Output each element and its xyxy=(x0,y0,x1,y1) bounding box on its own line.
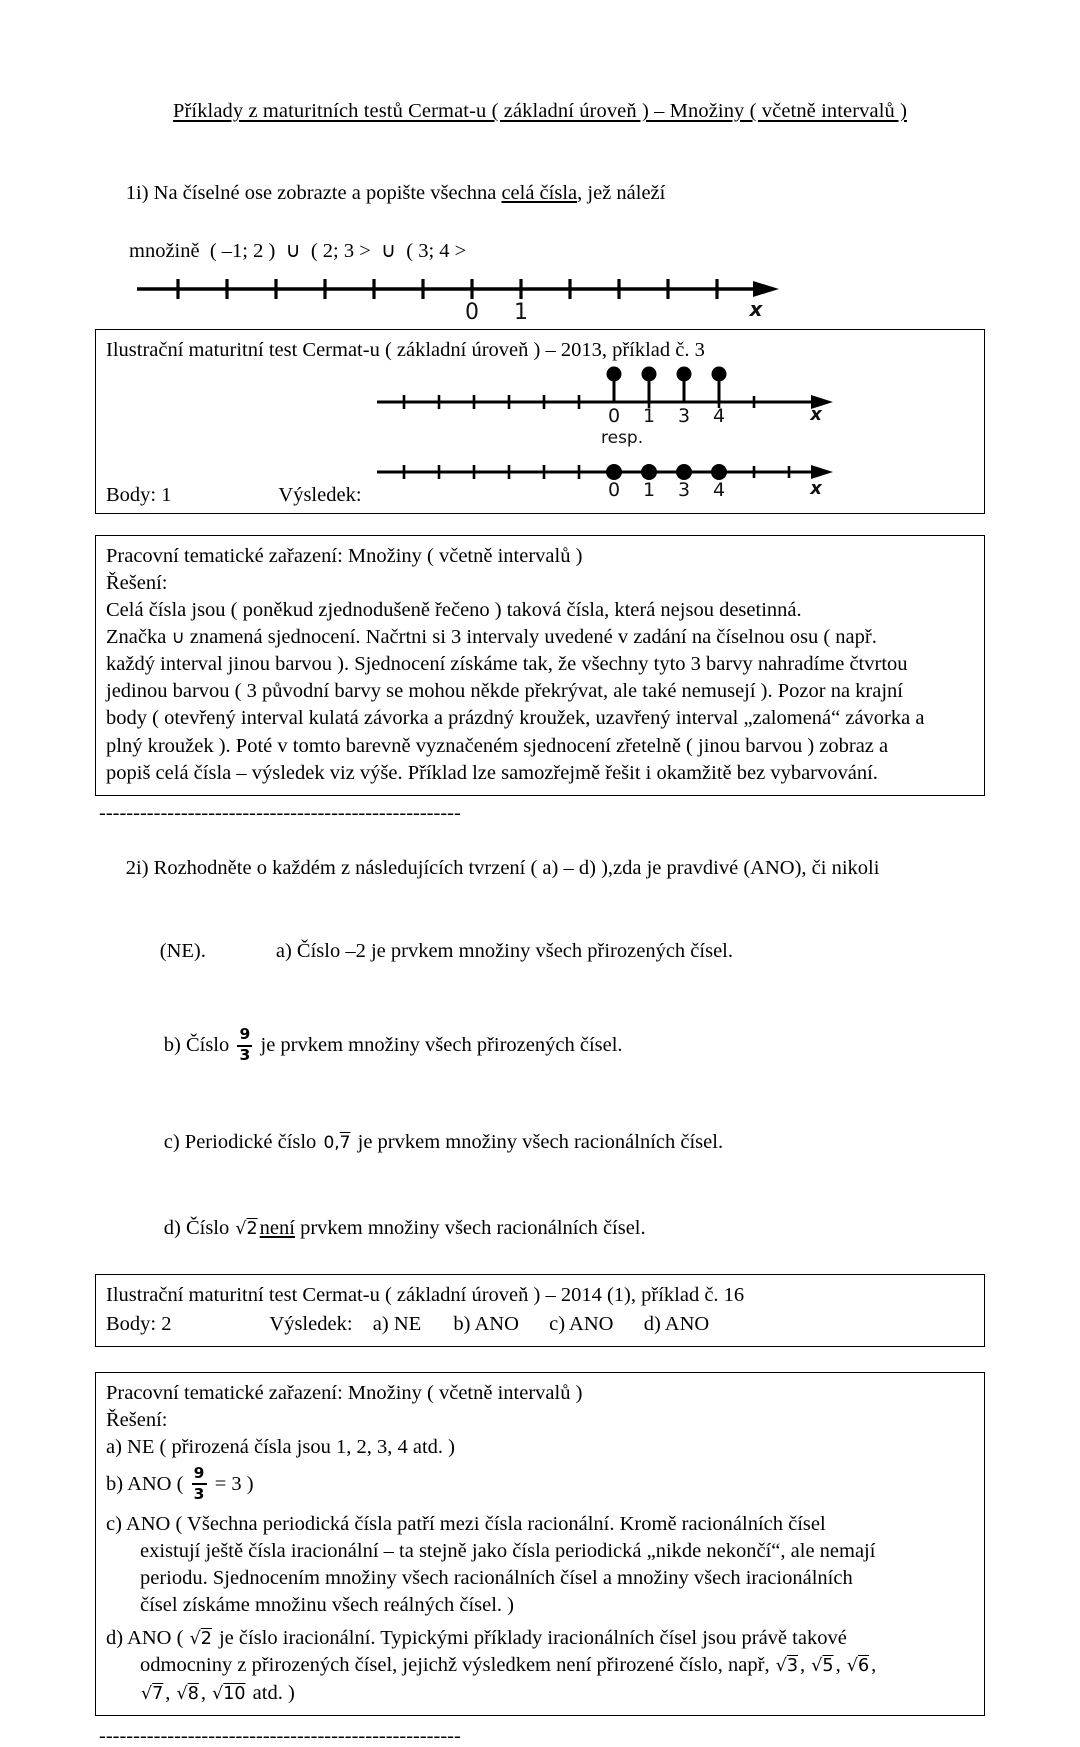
solution-2-item-d-line-3-text: atd. ) xyxy=(247,1681,295,1704)
exercise-2-item-d-pre: d) Číslo xyxy=(163,1217,235,1240)
sqrt-six-icon: √6 xyxy=(846,1655,870,1676)
exercise-2-item-c-pre: c) Periodické číslo xyxy=(163,1131,322,1154)
solution-2-item-c-line-4: čísel získáme množinu všech reálných čísel. ) xyxy=(140,1593,514,1616)
solution-fraction-denominator: 3 xyxy=(193,1484,205,1503)
sqrt-ten-radicand: 10 xyxy=(223,1683,246,1704)
exercise-2-prompt-line-2 xyxy=(95,911,985,992)
sqrt-three-icon: √3 xyxy=(775,1655,799,1676)
answer-axis-stems-svg xyxy=(374,362,844,428)
answer2-axis-tick-1: 1 xyxy=(642,479,656,502)
exercise-2-answer-c: c) ANO xyxy=(549,1312,614,1335)
exercise-2-result-label: Výsledek: xyxy=(269,1312,353,1335)
answer2-axis-tick-4: 4 xyxy=(712,479,726,502)
solution-2-item-b-post: = 3 ) xyxy=(209,1472,254,1495)
solution-1-line-2-part-b: znamená sjednocení. Načrtni si 3 intervaly uvedené v zadání na číselnou osu ( např. xyxy=(184,626,877,649)
solution-2-label: Řešení: xyxy=(106,1408,168,1431)
separator-1: ----------------------------------------------------- xyxy=(99,801,461,824)
solution-2-item-d-line-3: √7, √8, √10 atd. ) xyxy=(141,1681,295,1704)
exercise-2-points: Body: 2 xyxy=(106,1312,172,1335)
solution-1-line-6: plný kroužek ). Poté v tomto barevně vyznačeném sjednocení zřetelně ( jinou barvou ) zobraz a xyxy=(106,734,889,757)
resp-label: resp. xyxy=(601,428,644,449)
solution-sqrt-radicand: 2 xyxy=(200,1628,212,1649)
exercise-1-prompt-underlined: celá čísla xyxy=(501,182,578,205)
answer-axis-label-x: x xyxy=(810,404,822,426)
solution-2-item-b-pre: b) ANO ( xyxy=(106,1472,189,1495)
solution-2-item-a: a) NE ( přirozená čísla jsou 1, 2, 3, 4 atd. ) xyxy=(106,1435,455,1458)
solution-2-item-c-line-2: existují ještě čísla iracionální – ta stejně jako čísla periodická „nikde nekončí“, ale nemají xyxy=(140,1539,876,1562)
page-title xyxy=(0,0,1080,123)
solution-2-item-d-line-1 xyxy=(106,1625,974,1652)
solution-2-item-d-line-2-text: odmocniny z přirozených čísel, jejichž výsledkem není přirozené číslo, např, xyxy=(140,1653,775,1676)
solution-2-item-c-line-1: c) ANO ( Všechna periodická čísla patří mezi čísla racionální. Kromě racionálních čísel xyxy=(106,1512,826,1535)
repeating-decimal xyxy=(323,1133,350,1153)
solution-1-label: Řešení: xyxy=(106,572,168,595)
solution-2-item-d-mid: je číslo iracionální. Typickými příklady iracionálních čísel jsou právě takové xyxy=(213,1626,847,1649)
solution-1-line-3: každý interval jinou barvou ). Sjednocení získáme tak, že všechny tyto 3 barvy nahradíme čtvrtou xyxy=(106,653,908,676)
exercise-1-prompt-part-b: , jež náleží xyxy=(577,182,666,205)
blank-axis-tick-0: 0 xyxy=(465,300,479,326)
solution-2-item-d xyxy=(106,1625,974,1707)
separator-2: ----------------------------------------------------- xyxy=(99,1724,461,1747)
answer-axis-tick-1: 1 xyxy=(642,405,656,428)
fraction-nine-thirds xyxy=(237,1027,252,1064)
exercise-2-item-d-underlined: není xyxy=(259,1217,295,1240)
page-title-text: Příklady z maturitních testů Cermat-u ( základní úroveň ) – Množiny ( včetně intervalů ) xyxy=(172,100,908,122)
exercise-1-answer-line-stems xyxy=(374,362,844,428)
solution-1-line-2-part-a: Značka xyxy=(106,626,172,649)
fraction-denominator: 3 xyxy=(239,1046,251,1065)
exercise-2-score-row xyxy=(106,1311,974,1338)
sqrt-eight-radicand: 8 xyxy=(187,1683,199,1704)
solution-fraction-numerator: 9 xyxy=(193,1463,205,1482)
solution-sqrt-two-icon: √2 xyxy=(189,1628,212,1649)
exercise-2-source-box xyxy=(95,1274,985,1347)
solution-2-topic: Pracovní tematické zařazení: Množiny ( včetně intervalů ) xyxy=(106,1381,583,1404)
sqrt-five-radicand: 5 xyxy=(822,1655,834,1676)
exercise-2-prompt-line-1 xyxy=(95,828,985,909)
sqrt-seven-radicand: 7 xyxy=(152,1683,164,1704)
solution-1-line-7: popiš celá čísla – výsledek viz výše. Příklad lze samozřejmě řešit i okamžitě bez vybarvování. xyxy=(106,761,878,784)
sqrt-five-icon: √5 xyxy=(811,1655,834,1676)
exercise-1-source-box xyxy=(95,329,985,514)
solution-2-item-d-line-2: odmocniny z přirozených čísel, jejichž výsledkem není přirozené číslo, např, √3, √5, √6, xyxy=(140,1653,877,1676)
exercise-2-item-a: a) Číslo –2 je prvkem množiny všech přirozených čísel. xyxy=(275,940,733,963)
solution-1-line-4: jedinou barvou ( 3 původní barvy se mohou někde překrývat, ale také nemusejí ). Pozor na krajní xyxy=(106,680,903,703)
exercise-2-item-b xyxy=(95,1001,985,1092)
blank-axis-tick-1: 1 xyxy=(514,300,528,326)
repeating-decimal-period: 7 xyxy=(339,1133,351,1154)
exercise-2-item-b-pre: b) Číslo xyxy=(163,1034,235,1057)
exercise-2-solution-box xyxy=(95,1372,985,1716)
sqrt-eight-icon: √8 xyxy=(176,1683,199,1704)
solution-2-item-c-line-3: periodu. Sjednocením množiny všech racionálních čísel a množiny všech iracionálních xyxy=(140,1566,853,1589)
answer2-axis-tick-3: 3 xyxy=(677,479,691,502)
solution-1-line-2 xyxy=(106,624,974,651)
answer-axis-tick-4: 4 xyxy=(712,405,726,428)
exercise-1-points: Body: 1 xyxy=(106,484,172,507)
repeating-decimal-integer: 0, xyxy=(323,1133,340,1154)
exercise-2-source-text: Ilustrační maturitní test Cermat-u ( základní úroveň ) – 2014 (1), příklad č. 16 xyxy=(106,1283,745,1306)
solution-2-item-b xyxy=(106,1463,974,1504)
exercise-2-prompt-text: Rozhodněte o každém z následujících tvrzení ( a) – d) ),zda je pravdivé (ANO), či nikoli xyxy=(153,857,880,880)
exercise-2-answer-a: a) NE xyxy=(372,1312,422,1335)
exercise-1-score-row xyxy=(106,482,994,509)
sqrt-ten-icon: √10 xyxy=(212,1683,246,1704)
solution-1-line-5: body ( otevřený interval kulatá závorka a prázdný kroužek, uzavřený interval „zalomená“ závorka a xyxy=(106,707,925,730)
answer2-axis-tick-0: 0 xyxy=(607,479,621,502)
exercise-1-prompt xyxy=(95,153,985,265)
blank-axis-svg xyxy=(133,271,793,326)
solution-2-item-d-pre: d) ANO ( xyxy=(106,1626,189,1649)
exercise-1-number: 1i) xyxy=(125,182,149,205)
exercise-1-solution-box xyxy=(95,535,985,795)
union-symbol-icon: ∪ xyxy=(171,627,185,649)
sqrt-seven-icon: √7 xyxy=(141,1683,164,1704)
exercise-2-ne-label: (NE). xyxy=(159,940,206,963)
exercise-1-prompt-line-2: množině ( –1; 2 ) ∪ ( 2; 3 > ∪ ( 3; 4 > xyxy=(129,240,467,263)
sqrt-radicand: 2 xyxy=(246,1219,258,1240)
exercise-2-item-c xyxy=(95,1102,985,1183)
exercise-2-item-b-post: je prvkem množiny všech přirozených čísel. xyxy=(255,1034,623,1057)
exercise-1-prompt-line-1 xyxy=(95,153,985,234)
exercise-1-source-text: Ilustrační maturitní test Cermat-u ( základní úroveň ) – 2013, příklad č. 3 xyxy=(106,339,705,362)
solution-fraction-nine-thirds xyxy=(192,1463,207,1503)
blank-axis-label-x: x xyxy=(749,297,763,322)
exercise-2-item-c-post: je prvkem množiny všech racionálních čísel. xyxy=(352,1131,724,1154)
exercise-2-item-d xyxy=(95,1188,985,1269)
exercise-2-number: 2i) xyxy=(125,857,149,880)
exercise-2-answer-b: b) ANO xyxy=(453,1312,519,1335)
answer-axis-tick-3: 3 xyxy=(677,405,691,428)
answer2-axis-label-x: x xyxy=(810,478,822,500)
fraction-numerator: 9 xyxy=(239,1025,251,1044)
exercise-2-item-d-post: prvkem množiny všech racionálních čísel. xyxy=(294,1217,646,1240)
solution-1-topic: Pracovní tematické zařazení: Množiny ( včetně intervalů ) xyxy=(106,545,583,568)
solution-1-line-1: Celá čísla jsou ( poněkud zjednodušeně řečeno ) taková čísla, která nejsou desetinná. xyxy=(106,599,802,622)
sqrt-two-icon: √2 xyxy=(235,1219,258,1240)
sqrt-three-radicand: 3 xyxy=(786,1655,799,1676)
sqrt-six-radicand: 6 xyxy=(857,1655,870,1676)
exercise-2-prompt xyxy=(95,828,985,1269)
exercise-1-prompt-part-a: Na číselné ose zobrazte a popište všechna xyxy=(153,182,502,205)
exercise-2-answer-d: d) ANO xyxy=(643,1312,710,1335)
exercise-1-blank-number-line xyxy=(133,271,1080,326)
exercise-1-result-label: Výsledek: xyxy=(278,484,362,507)
answer-axis-tick-0: 0 xyxy=(607,405,621,428)
